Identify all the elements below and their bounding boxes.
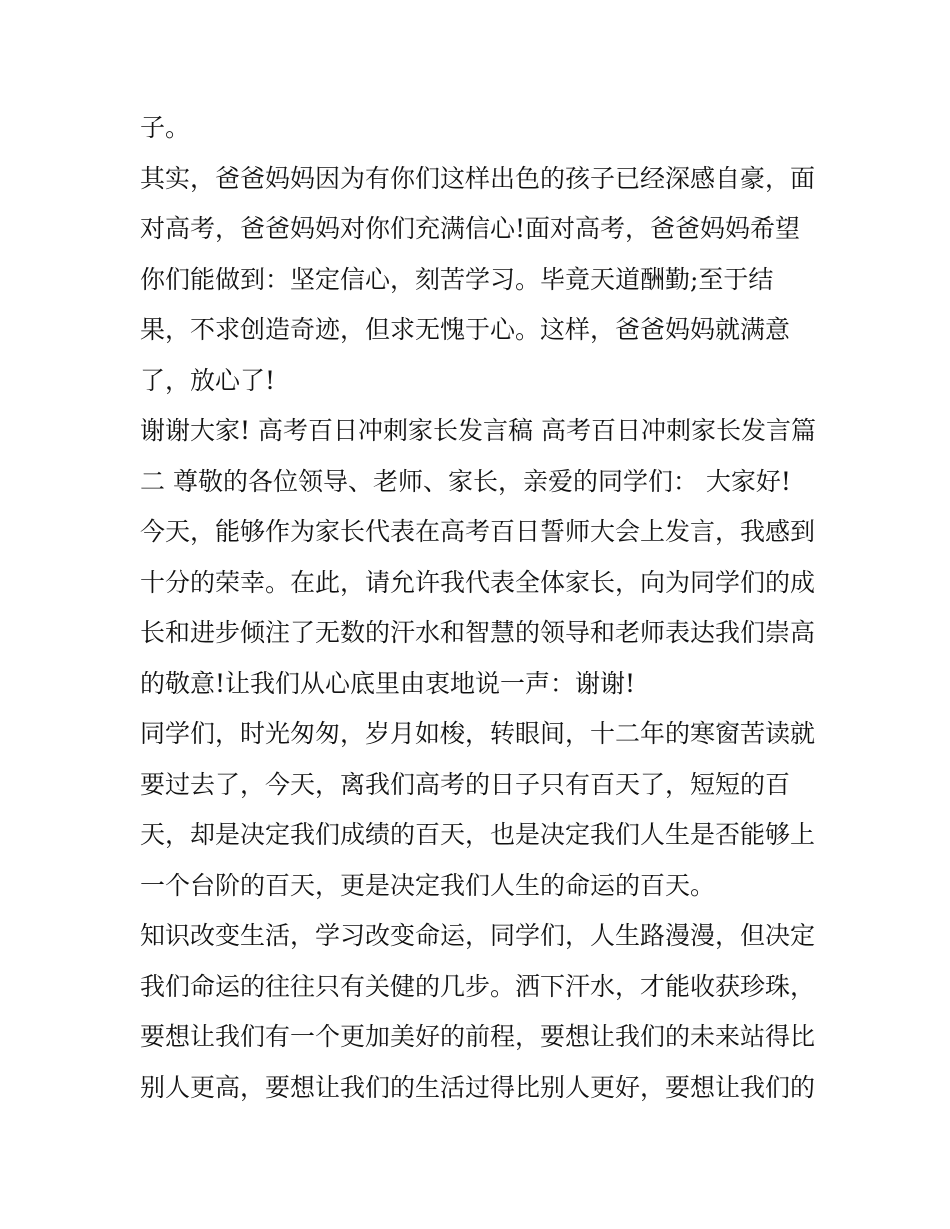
text-line: 天，却是决定我们成绩的百天，也是决定我们人生是否能够上 — [140, 820, 816, 849]
body-text — [140, 103, 820, 1113]
text-line: 其实，爸爸妈妈因为有你们这样出色的孩子已经深感自豪，面 — [140, 163, 816, 193]
text-line: 十分的荣幸。在此，请允许我代表全体家长，向为同学们的成 — [140, 567, 816, 597]
text-line: 谢谢大家! 高考百日冲刺家长发言稿 高考百日冲刺家长发言篇 — [140, 416, 816, 445]
text-line: 二 尊敬的各位领导、老师、家长，亲爱的同学们： 大家好! — [140, 466, 791, 496]
text-line: 一个台阶的百天，更是决定我们人生的命运的百天。 — [140, 870, 716, 900]
text-line: 的敬意!让我们从心底里由衷地说一声：谢谢! — [140, 668, 636, 698]
text-line: 对高考，爸爸妈妈对你们充满信心!面对高考，爸爸妈妈希望 — [140, 214, 801, 243]
text-line: 我们命运的往往只有关健的几步。洒下汗水，才能收获珍珠， — [140, 971, 816, 1001]
text-line: 了，放心了! — [140, 365, 276, 395]
text-line: 子。 — [140, 113, 191, 142]
text-line: 你们能做到：坚定信心，刻苦学习。毕竟天道酬勤;至于结 — [140, 264, 774, 294]
text-line: 今天，能够作为家长代表在高考百日誓师大会上发言，我感到 — [140, 517, 816, 546]
text-line: 要过去了，今天，离我们高考的日子只有百天了，短短的百 — [140, 769, 791, 799]
text-line: 长和进步倾注了无数的汗水和智慧的领导和老师表达我们崇高 — [140, 618, 816, 647]
text-line: 要想让我们有一个更加美好的前程，要想让我们的未来站得比 — [140, 1022, 816, 1051]
text-line: 同学们，时光匆匆，岁月如梭，转眼间，十二年的寒窗苦读就 — [140, 719, 816, 748]
text-line: 果，不求创造奇迹，但求无愧于心。这样，爸爸妈妈就满意 — [140, 315, 791, 344]
text-line: 别人更高，要想让我们的生活过得比别人更好，要想让我们的 — [140, 1072, 816, 1102]
text-line: 知识改变生活，学习改变命运，同学们，人生路漫漫，但决定 — [140, 921, 816, 950]
